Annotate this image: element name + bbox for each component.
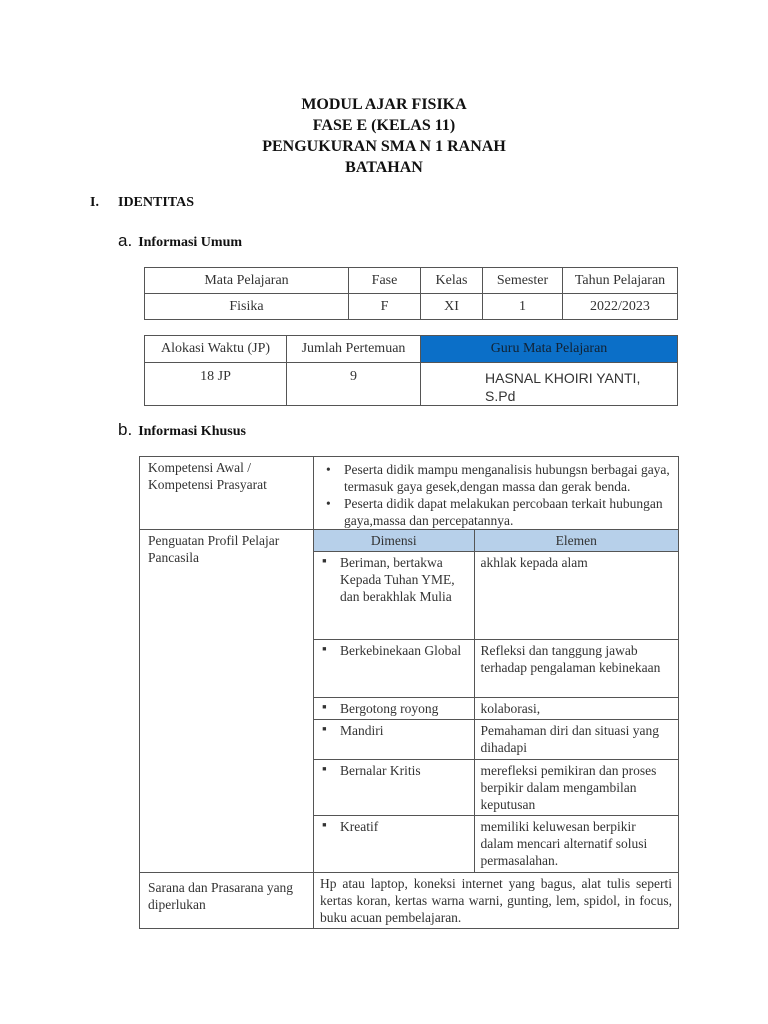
dimensi-cell: ▪ Kreatif	[314, 816, 474, 872]
profil-value	[314, 530, 679, 873]
profil-label: Penguatan Profil Pelajar Pancasila	[140, 530, 314, 873]
elemen-cell: akhlak kepada alam	[474, 552, 678, 640]
title-line-3: PENGUKURAN SMA N 1 RANAH	[262, 138, 506, 155]
sarana-value: Hp atau laptop, koneksi internet yang bagus, alat tulis seperti kertas koran, kertas warna warni, gunting, lem, spidol, in focus, buku acuan pembelajaran.	[314, 872, 679, 928]
time-teacher-table	[144, 335, 678, 406]
profil-table	[314, 530, 678, 872]
title-line-4: BATAHAN	[345, 159, 423, 176]
kompetensi-list	[314, 457, 672, 529]
kompetensi-item: • Peserta didik mampu menganalisis hubungsn berbagai gaya, termasuk gaya gesek,dengan massa dan gerak benda.	[322, 461, 672, 495]
profil-header-elemen: Elemen	[474, 530, 678, 552]
header-alokasi-waktu: Alokasi Waktu (JP)	[145, 336, 287, 363]
header-kelas: Kelas	[421, 268, 483, 294]
cell-kelas: XI	[421, 294, 483, 320]
header-semester: Semester	[483, 268, 563, 294]
section-number: I.	[90, 195, 99, 210]
subsection-a-letter: a.	[118, 231, 133, 250]
section-title: IDENTITAS	[118, 195, 194, 210]
elemen-cell: merefleksi pemikiran dan proses berpikir dalam mengambilan keputusan	[474, 760, 678, 816]
cell-jumlah-pertemuan: 9	[287, 363, 421, 406]
document-title	[0, 94, 768, 178]
profil-header-dimensi: Dimensi	[314, 530, 474, 552]
subsection-b-heading	[118, 420, 246, 440]
cell-guru	[421, 363, 678, 406]
sarana-label: Sarana dan Prasarana yang diperlukan	[140, 872, 314, 928]
header-tahun-pelajaran: Tahun Pelajaran	[563, 268, 678, 294]
dimensi-cell: ▪ Beriman, bertakwa Kepada Tuhan YME, dan berakhlak Mulia	[314, 552, 474, 640]
general-info-table	[144, 267, 678, 320]
dimensi-cell: ▪ Bernalar Kritis	[314, 760, 474, 816]
guru-title: S.Pd	[485, 388, 516, 404]
cell-fase: F	[349, 294, 421, 320]
cell-mata-pelajaran: Fisika	[145, 294, 349, 320]
subsection-b-letter: b.	[118, 420, 133, 439]
elemen-cell: kolaborasi,	[474, 698, 678, 720]
elemen-cell: Pemahaman diri dan situasi yang dihadapi	[474, 720, 678, 760]
kompetensi-value	[314, 457, 679, 530]
header-fase: Fase	[349, 268, 421, 294]
subsection-a-title: Informasi Umum	[138, 235, 243, 250]
dimensi-cell: ▪ Bergotong royong	[314, 698, 474, 720]
kompetensi-item: • Peserta didik dapat melakukan percobaan terkait hubungan gaya,massa dan percepatannya.	[322, 495, 672, 529]
title-line-2: FASE E (KELAS 11)	[312, 117, 456, 134]
specific-info-table	[139, 456, 679, 929]
title-line-1: MODUL AJAR FISIKA	[301, 96, 467, 113]
cell-semester: 1	[483, 294, 563, 320]
header-jumlah-pertemuan: Jumlah Pertemuan	[287, 336, 421, 363]
subsection-b-title: Informasi Khusus	[138, 424, 246, 439]
cell-tahun-pelajaran: 2022/2023	[563, 294, 678, 320]
kompetensi-label: Kompetensi Awal / Kompetensi Prasyarat	[140, 457, 314, 530]
header-mata-pelajaran: Mata Pelajaran	[145, 268, 349, 294]
cell-alokasi-waktu: 18 JP	[145, 363, 287, 406]
header-guru-mata-pelajaran: Guru Mata Pelajaran	[421, 336, 678, 363]
guru-name: HASNAL KHOIRI YANTI,	[485, 370, 641, 386]
subsection-a-heading	[118, 231, 242, 251]
dimensi-cell: ▪ Berkebinekaan Global	[314, 640, 474, 698]
elemen-cell: memiliki keluwesan berpikir dalam mencari alternatif solusi permasalahan.	[474, 816, 678, 872]
elemen-cell: Refleksi dan tanggung jawab terhadap pengalaman kebinekaan	[474, 640, 678, 698]
dimensi-cell: ▪ Mandiri	[314, 720, 474, 760]
